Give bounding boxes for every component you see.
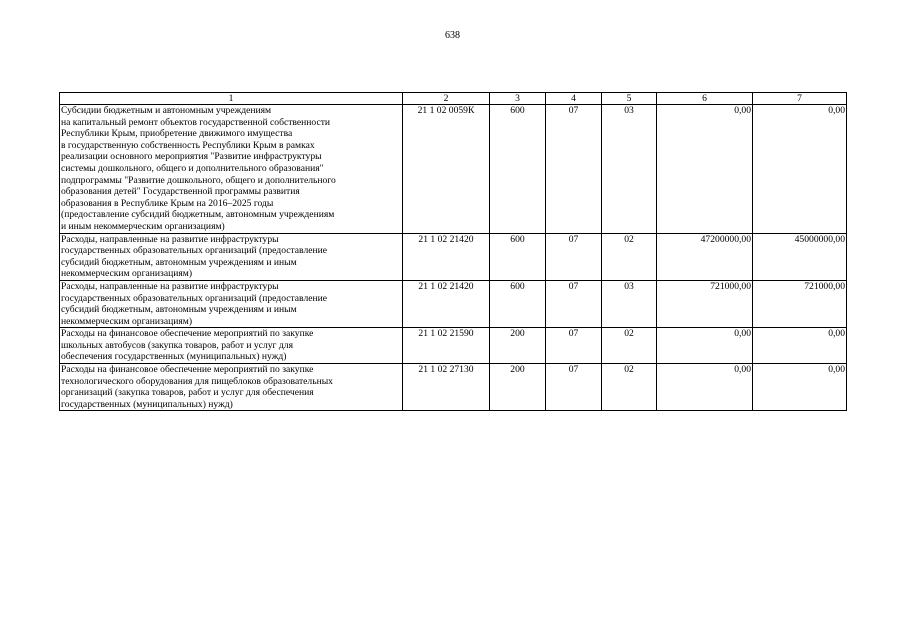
- page-number: 638: [445, 30, 460, 41]
- row-col4: 07: [546, 233, 602, 280]
- row-description: Расходы, направленные на развитие инфраструктуры государственных образовательных организаций (предоставление субсидий бюджетным, автономным учреждениям и иным некоммерческим организациям): [60, 233, 403, 280]
- row-col6: 721000,00: [657, 280, 753, 327]
- row-col3: 600: [490, 233, 546, 280]
- column-header: 2: [403, 93, 490, 105]
- row-col7: 0,00: [753, 105, 847, 234]
- row-description: Расходы, направленные на развитие инфраструктуры государственных образовательных организаций (предоставление субсидий бюджетным, автономным учреждениям и иным некоммерческим организациям): [60, 280, 403, 327]
- row-code: 21 1 02 0059К: [403, 105, 490, 234]
- column-header: 6: [657, 93, 753, 105]
- row-code: 21 1 02 21420: [403, 280, 490, 327]
- row-col6: 0,00: [657, 364, 753, 411]
- row-col7: 721000,00: [753, 280, 847, 327]
- column-header: 5: [602, 93, 657, 105]
- column-header: 1: [60, 93, 403, 105]
- row-col3: 600: [490, 280, 546, 327]
- row-col3: 200: [490, 364, 546, 411]
- row-description: Расходы на финансовое обеспечение мероприятий по закупке технологического оборудования для пищеблоков образовательных организаций (закупка товаров, работ и услуг для обеспечения государственных (муниципальных) нужд): [60, 364, 403, 411]
- column-header: 4: [546, 93, 602, 105]
- row-col6: 0,00: [657, 105, 753, 234]
- table-row: [60, 280, 847, 327]
- table-header-row: [60, 93, 847, 105]
- row-col6: 47200000,00: [657, 233, 753, 280]
- row-code: 21 1 02 21420: [403, 233, 490, 280]
- row-code: 21 1 02 21590: [403, 328, 490, 364]
- row-col5: 02: [602, 364, 657, 411]
- row-col4: 07: [546, 280, 602, 327]
- row-col6: 0,00: [657, 328, 753, 364]
- budget-table: [59, 92, 847, 411]
- row-description: Субсидии бюджетным и автономным учреждениям на капитальный ремонт объектов государственной собственности Республики Крым, приобретение движимого имущества в государственную собственность Республики Крым в рамках реализации основного мероприятия "Развитие инфраструктуры системы дошкольного, общего и дополнительного образования" подпрограммы "Развитие дошкольного, общего и дополнительного образования детей" Государственной программы развития образования в Республике Крым на 2016–2025 годы (предоставление субсидий бюджетным, автономным учреждениям и иным некоммерческим организациям): [60, 105, 403, 234]
- column-header: 3: [490, 93, 546, 105]
- row-col7: 45000000,00: [753, 233, 847, 280]
- row-col3: 600: [490, 105, 546, 234]
- row-col7: 0,00: [753, 328, 847, 364]
- row-col5: 02: [602, 328, 657, 364]
- table-row: [60, 364, 847, 411]
- row-col7: 0,00: [753, 364, 847, 411]
- row-description: Расходы на финансовое обеспечение мероприятий по закупке школьных автобусов (закупка товаров, работ и услуг для обеспечения государственных (муниципальных) нужд): [60, 328, 403, 364]
- row-col4: 07: [546, 328, 602, 364]
- row-col4: 07: [546, 105, 602, 234]
- table-row: [60, 105, 847, 234]
- row-col3: 200: [490, 328, 546, 364]
- column-header: 7: [753, 93, 847, 105]
- row-col5: 02: [602, 233, 657, 280]
- row-col5: 03: [602, 105, 657, 234]
- row-col4: 07: [546, 364, 602, 411]
- table-row: [60, 233, 847, 280]
- row-code: 21 1 02 27130: [403, 364, 490, 411]
- row-col5: 03: [602, 280, 657, 327]
- table-row: [60, 328, 847, 364]
